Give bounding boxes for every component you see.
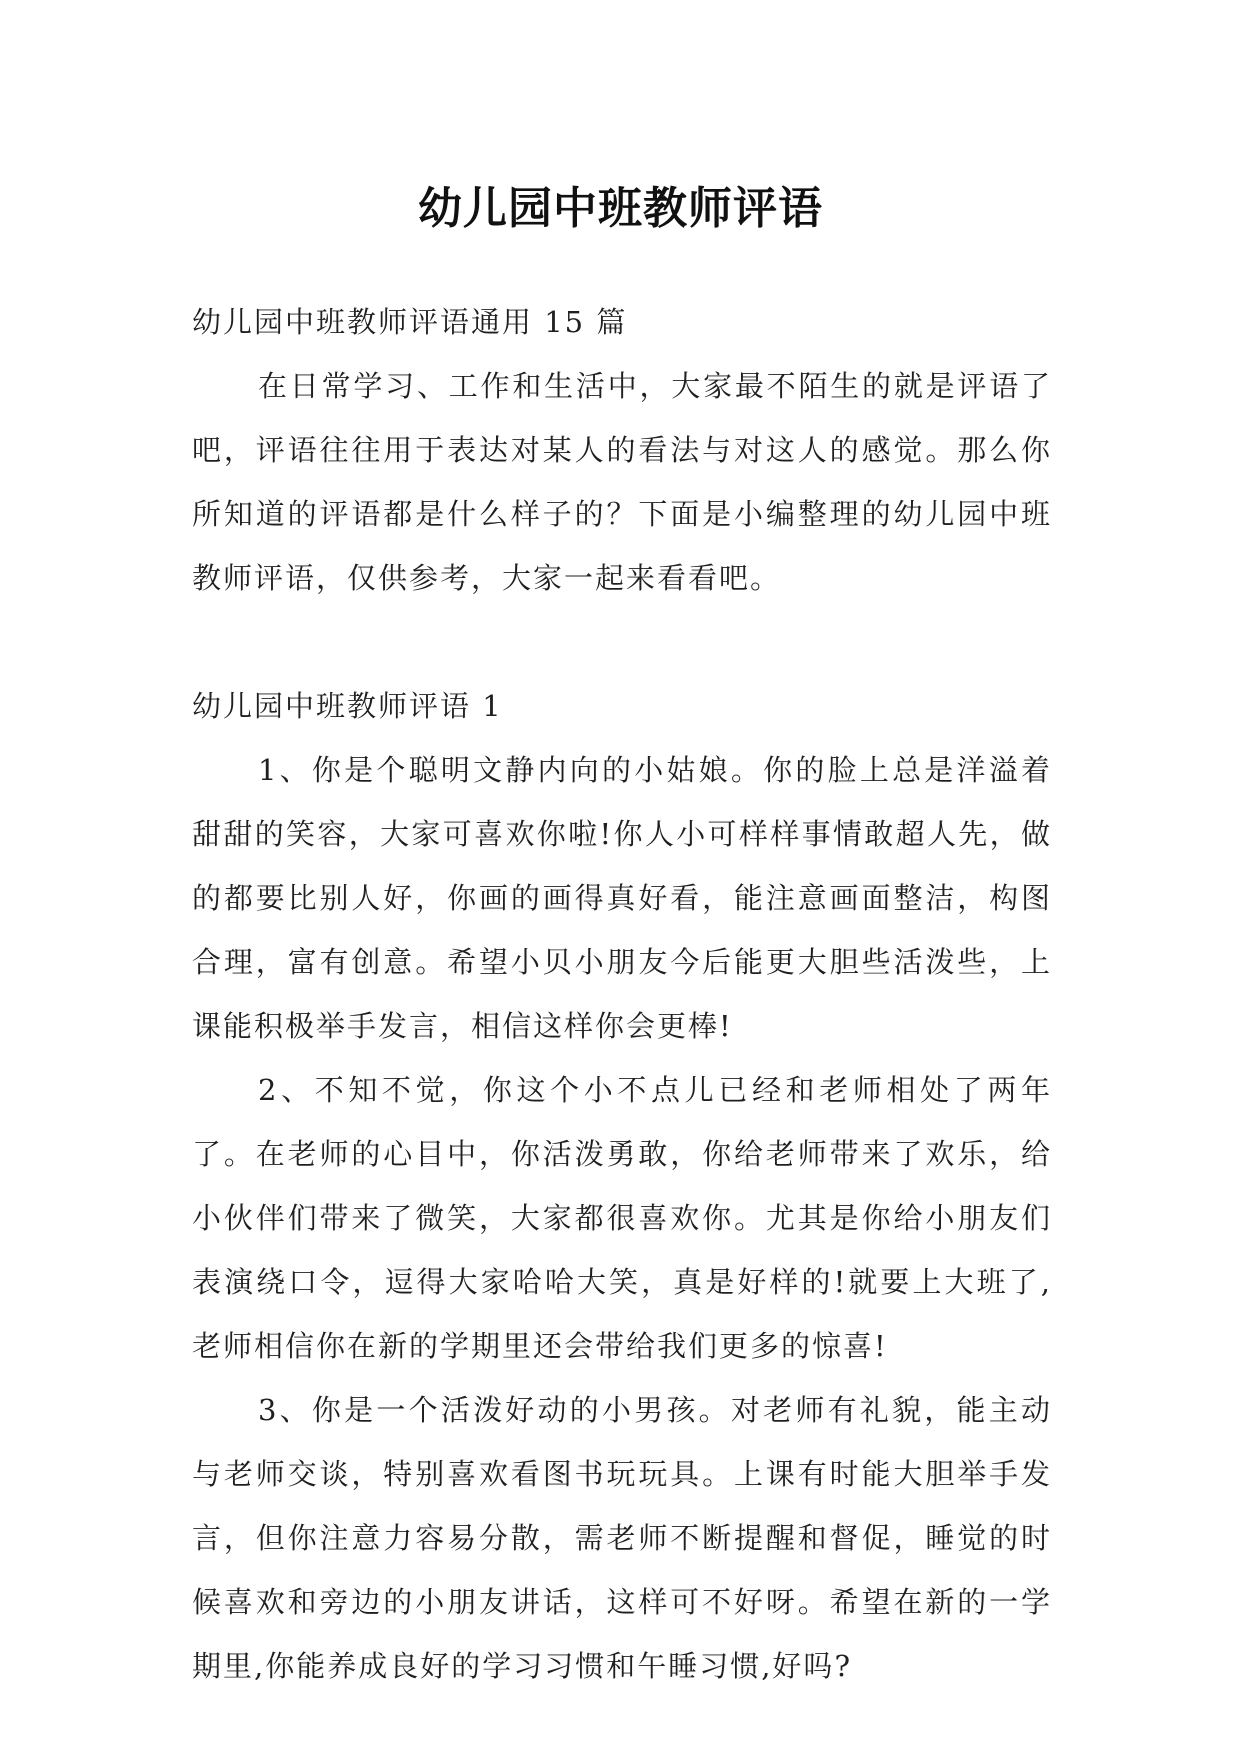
comment-paragraph-1: 1、你是个聪明文静内向的小姑娘。你的脸上总是洋溢着甜甜的笑容，大家可喜欢你啦!你人小可样样事情敢超人先，做的都要比别人好，你画的画得真好看，能注意画面整洁，构图合理，富有创意。希望小贝小朋友今后能更大胆些活泼些，上课能积极举手发言，相信这样你会更棒!: [192, 753, 1052, 1043]
intro-paragraph: 在日常学习、工作和生活中，大家最不陌生的就是评语了吧，评语往往用于表达对某人的看法与对这人的感觉。那么你所知道的评语都是什么样子的？下面是小编整理的幼儿园中班教师评语，仅供参考，大家一起来看看吧。: [192, 369, 1052, 595]
comment-paragraph-3: 3、你是一个活泼好动的小男孩。对老师有礼貌，能主动与老师交谈，特别喜欢看图书玩玩具。上课有时能大胆举手发言，但你注意力容易分散，需老师不断提醒和督促，睡觉的时候喜欢和旁边的小朋友讲话，这样可不好呀。希望在新的一学期里,你能养成良好的学习习惯和午睡习惯,好吗?: [192, 1393, 1052, 1683]
intro-heading: 幼儿园中班教师评语通用 15 篇: [192, 305, 628, 339]
section-heading: 幼儿园中班教师评语 1: [192, 689, 503, 723]
comment-paragraph-2: 2、不知不觉，你这个小不点儿已经和老师相处了两年了。在老师的心目中，你活泼勇敢，你给老师带来了欢乐，给小伙伴们带来了微笑，大家都很喜欢你。尤其是你给小朋友们表演绕口令，逗得大家哈哈大笑，真是好样的!就要上大班了,老师相信你在新的学期里还会带给我们更多的惊喜!: [192, 1073, 1052, 1363]
section-spacer: [192, 610, 1052, 674]
document-body: [192, 290, 1052, 1698]
document-title: 幼儿园中班教师评语: [418, 183, 823, 235]
